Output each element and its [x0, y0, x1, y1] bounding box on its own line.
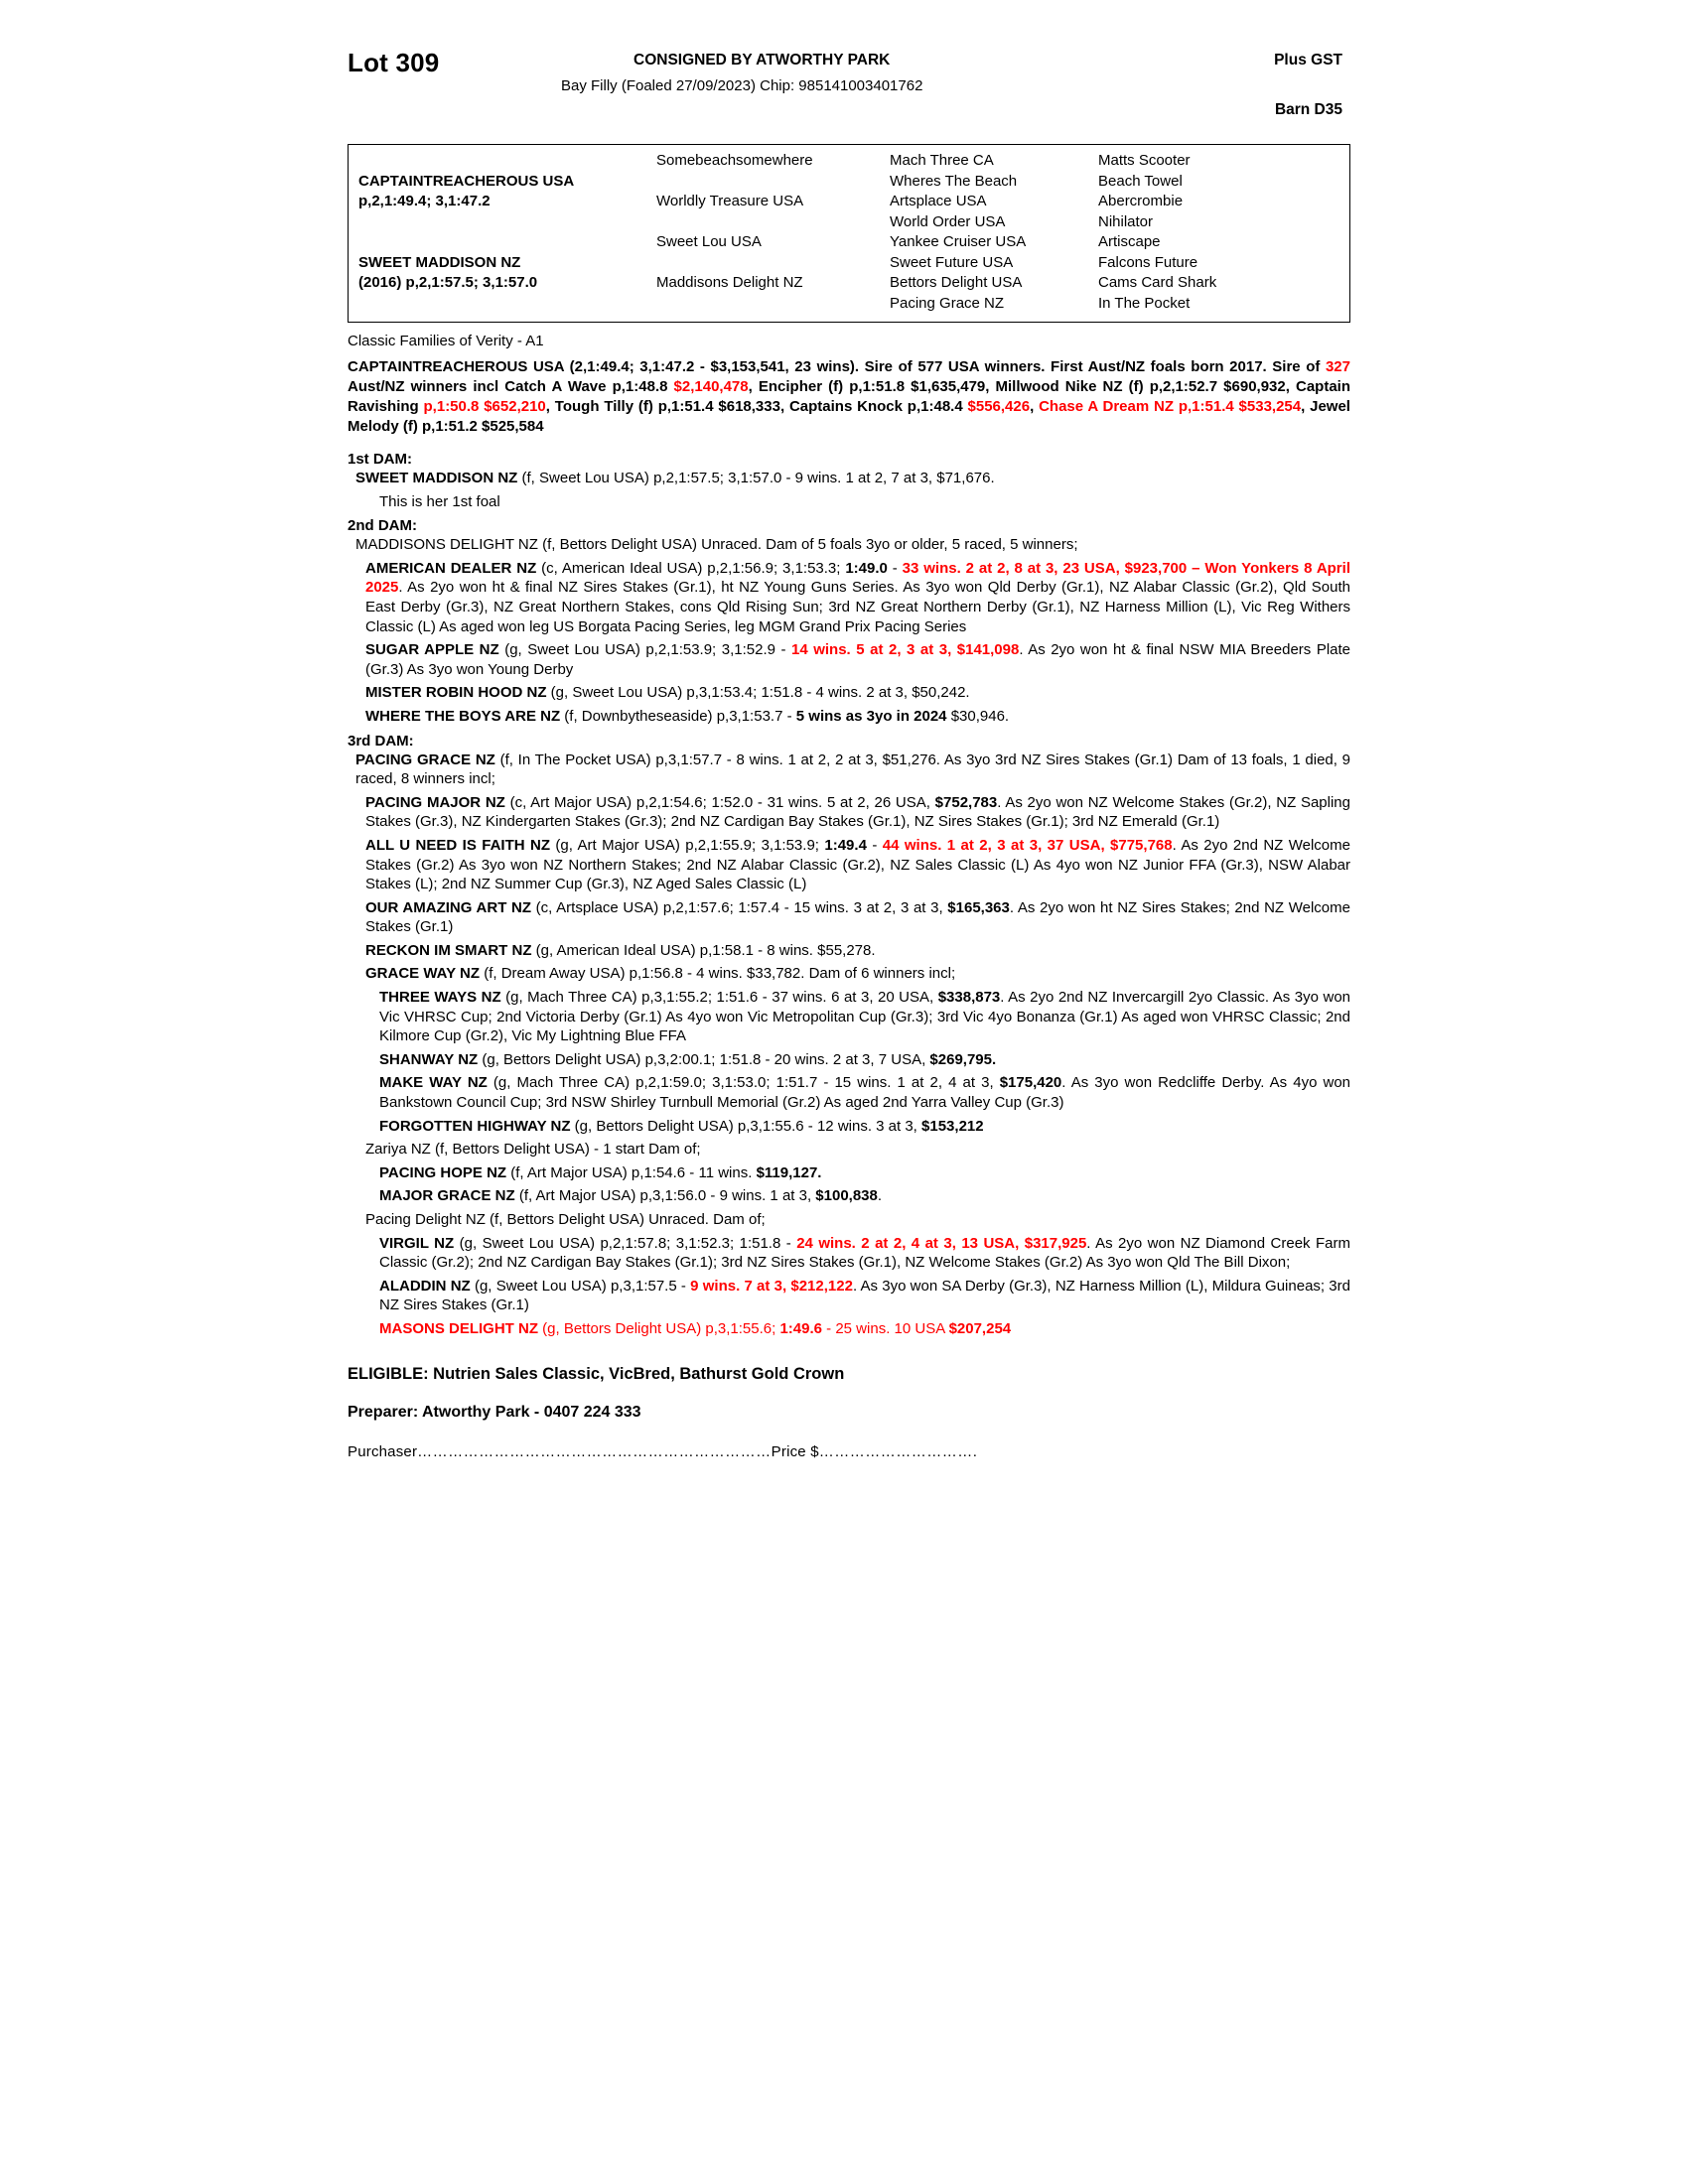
progeny-highlight: 9 wins. 7 at 3, $212,122 [690, 1277, 853, 1295]
progeny-bold-tail: $338,873 [937, 989, 1001, 1007]
first-dam-name: SWEET MADDISON NZ [355, 470, 518, 486]
sire-highlight-2: $2,140,478 [673, 378, 749, 395]
sire-text-1: CAPTAINTREACHEROUS USA (2,1:49.4; 3,1:47.2 - $3,153,541, 23 wins). Sire of 577 USA winners. First Aust/NZ foals born 2017. Sire of [348, 358, 1326, 375]
progeny-name: FORGOTTEN HIGHWAY NZ [379, 1117, 571, 1135]
progeny-rest: . As 2yo 2nd NZ Welcome Stakes (Gr.2) As 3yo won NZ Northern Stakes; 2nd NZ Alabar Classic (Gr.2), NZ Sales Classic (L) As 4yo won NZ Junior FFA (Gr.3), NSW Alabar Stakes (L); 2nd NZ Summer Cup (Gr.3), NZ Aged Sales Classic (L) [365, 836, 1350, 893]
sire-highlight-3: p,1:50.8 $652,210 [423, 398, 546, 415]
pedigree-cell-3: Artsplace USA [890, 193, 987, 209]
sire-text-6: , Jewel Melody (f) p,1:51.2 $525,584 [348, 398, 1350, 435]
progeny-highlight: 24 wins. 2 at 2, 4 at 3, 13 USA, $317,925 [796, 1234, 1087, 1252]
pedigree-cell-3: Wheres The Beach [890, 172, 1018, 190]
progeny-subentry [348, 1186, 1350, 1206]
progeny-subentry [348, 988, 1350, 1046]
progeny-rest: . [877, 1187, 883, 1205]
pedigree-cell-4: Nihilator [1098, 212, 1154, 230]
price-label: Price $ [771, 1442, 819, 1460]
progeny-pre: (g, Sweet Lou USA) p,2,1:53.9; 3,1:52.9 - [498, 641, 792, 659]
progeny-rest: . As 2yo won ht & final NSW MIA Breeders Plate (Gr.3) As 3yo won Young Derby [365, 641, 1351, 678]
pedigree-cell-3: Pacing Grace NZ [890, 294, 1005, 312]
progeny-rest: . As 2yo 2nd NZ Invercargill 2yo Classic. As 3yo won Vic VHRSC Cup; 2nd Victoria Derby (Gr.1) As 4yo won Vic Metropolitan Cup (Gr.3); 3rd Vic 4yo Bonanza (Gr.1) As aged won VHRSC Classic; 2nd Kilmore Cup (Gr.2), Vic My Lightning Blue FFA [379, 989, 1350, 1045]
progeny-pre: (c, American Ideal USA) p,2,1:56.9; 3,1:53.3; [536, 559, 846, 577]
progeny-name: MAJOR GRACE NZ [379, 1187, 515, 1205]
progeny-pre2: - [887, 559, 903, 577]
masons-delight-entry [348, 1319, 1350, 1339]
progeny-pre: (g, Art Major USA) p,2,1:55.9; 3,1:53.9; [549, 836, 825, 854]
horse-description: Bay Filly (Foaled 27/09/2023) Chip: 985141003401762 [561, 77, 923, 94]
pedigree-cell-4: Artiscape [1098, 233, 1161, 250]
progeny-pre: (g, Mach Three CA) p,3,1:55.2; 1:51.6 - 37 wins. 6 at 3, 20 USA, [500, 989, 938, 1007]
progeny-entry [348, 707, 1350, 727]
sire-text-2: Aust/NZ winners incl Catch A Wave p,1:48.8 [348, 378, 674, 395]
progeny-bold-tail: $752,783 [934, 793, 998, 811]
pedigree-cell-3: World Order USA [890, 212, 1006, 230]
pedigree-cell-2 [656, 253, 890, 274]
progeny-entry [348, 898, 1350, 937]
progeny-subentry [348, 1117, 1350, 1137]
progeny-rest: . As 2yo won NZ Welcome Stakes (Gr.2), NZ Sapling Stakes (Gr.3), NZ Kindergarten Stakes (Gr.3); 2nd NZ Cardigan Bay Stakes (Gr.1), NZ Sires Stakes (Gr.1); 3rd NZ Emerald (Gr.1) [365, 793, 1350, 831]
progeny-bold-tail: 5 wins as 3yo in 2024 [795, 707, 947, 725]
progeny-pre: (g, American Ideal USA) p,1:58.1 - 8 wins. $55,278. [531, 941, 876, 959]
progeny-entry [348, 559, 1350, 636]
first-dam-details: (f, Sweet Lou USA) p,2,1:57.5; 3,1:57.0 - 9 wins. 1 at 2, 7 at 3, $71,676. [517, 470, 995, 486]
progeny-highlight: 14 wins. 5 at 2, 3 at 3, $141,098 [791, 641, 1020, 659]
first-dam-line [348, 469, 1350, 488]
price-dots[interactable]: …………………………. [818, 1442, 978, 1460]
progeny-name: ALADDIN NZ [379, 1277, 471, 1295]
pedigree-cell-2 [656, 172, 890, 193]
pedigree-cell-2: Worldly Treasure USA [656, 193, 804, 209]
pedigree-cell-4: Matts Scooter [1098, 152, 1191, 169]
pedigree-cell-4: Abercrombie [1098, 193, 1184, 209]
pedigree-cell-1: SWEET MADDISON NZ [358, 253, 521, 271]
pedigree-cell-2: Somebeachsomewhere [656, 152, 813, 169]
progeny-pre: (f, Art Major USA) p,3,1:56.0 - 9 wins. 1 at 3, [514, 1187, 816, 1205]
pedigree-cell-2: Maddisons Delight NZ [656, 274, 803, 291]
barn-number: Barn D35 [1274, 101, 1342, 118]
progeny-name: OUR AMAZING ART NZ [365, 898, 532, 916]
progeny-rest: . As 3yo won SA Derby (Gr.3), NZ Harness Million (L), Mildura Guineas; 3rd NZ Sires Stakes (Gr.1) [379, 1277, 1350, 1314]
sire-highlight-1: 327 [1325, 358, 1350, 375]
eligible-line: ELIGIBLE: Nutrien Sales Classic, VicBred, Bathurst Gold Crown [348, 1364, 845, 1383]
progeny-name: PACING MAJOR NZ [365, 793, 505, 811]
pedigree-cell-2 [656, 294, 890, 315]
classic-families-line: Classic Families of Verity - A1 [348, 333, 544, 349]
progeny-name: AMERICAN DEALER NZ [365, 559, 537, 577]
progeny-subentry [348, 1234, 1350, 1273]
progeny-bold-tail: $100,838 [815, 1187, 878, 1205]
progeny-rest: . As 3yo won Redcliffe Derby. As 4yo won Bankstown Council Cup; 3rd NSW Shirley Turnbull Memorial (Gr.2) As aged 2nd Yarra Valley Cup (Gr.3) [379, 1074, 1351, 1112]
progeny-rest: $30,946. [946, 707, 1010, 725]
progeny-pre: (g, Mach Three CA) p,2,1:59.0; 3,1:53.0; 1:51.7 - 15 wins. 1 at 2, 4 at 3, [487, 1074, 1000, 1092]
progeny-pre: (c, Art Major USA) p,2,1:54.6; 1:52.0 - 31 wins. 5 at 2, 26 USA, [504, 793, 935, 811]
progeny-entry [348, 964, 1350, 984]
pedigree-cell-1 [358, 151, 656, 172]
pedigree-cell-2: Sweet Lou USA [656, 233, 762, 250]
progeny-highlight: 44 wins. 1 at 2, 3 at 3, 37 USA, $775,768 [882, 836, 1173, 854]
pedigree-cell-1: CAPTAINTREACHEROUS USA [358, 172, 575, 190]
third-dam-heading: 3rd DAM: [348, 732, 414, 750]
progeny-bold-tail: $119,127. [756, 1163, 822, 1181]
progeny-name: SHANWAY NZ [379, 1050, 479, 1068]
progeny-rest: . As 2yo won ht & final NZ Sires Stakes (Gr.1), ht NZ Young Guns Series. As 3yo won Qld Derby (Gr.1), NZ Alabar Classic (Gr.2), Qld South East Derby (Gr.3), NZ Great Northern Stakes, cons Qld Rising Sun; 3rd NZ Great Northern Derby (Gr.1), NZ Harness Million (L), Vic Reg Withers Classic (L) As aged won leg US Borgata Pacing Series, leg MGM Grand Prix Pacing Series [365, 579, 1350, 635]
second-dam-heading: 2nd DAM: [348, 517, 417, 535]
pedigree-cell-4: Cams Card Shark [1098, 274, 1217, 291]
pedigree-cell-3: Sweet Future USA [890, 253, 1014, 271]
plus-gst-label: Plus GST [1274, 52, 1342, 68]
progeny-name: GRACE WAY NZ [365, 965, 481, 983]
pedigree-cell-2 [656, 212, 890, 233]
progeny-pre: (f, Art Major USA) p,1:54.6 - 11 wins. [506, 1163, 757, 1181]
progeny-rest: - 25 wins. 10 USA [822, 1319, 949, 1337]
pedigree-cell-3: Bettors Delight USA [890, 274, 1023, 291]
progeny-entry [348, 683, 1350, 703]
pedigree-row [358, 212, 1341, 233]
third-dam-name: PACING GRACE NZ [355, 751, 495, 768]
purchaser-label: Purchaser [348, 1442, 418, 1460]
progeny-pre: (f, Downbytheseaside) p,3,1:53.7 - [560, 707, 796, 725]
third-dam-intro [348, 751, 1350, 789]
progeny-pre: (g, Sweet Lou USA) p,3,1:53.4; 1:51.8 - 4 wins. 2 at 3, $50,242. [546, 684, 970, 702]
progeny-name: MASONS DELIGHT NZ [379, 1319, 538, 1337]
progeny-name: SUGAR APPLE NZ [365, 641, 499, 659]
progeny-entry [348, 793, 1350, 832]
sire-summary-paragraph [348, 357, 1350, 437]
progeny-subentry [348, 1073, 1350, 1112]
pedigree-row [358, 294, 1341, 315]
progeny-pre: (g, Bettors Delight USA) p,3,2:00.1; 1:51.8 - 20 wins. 2 at 3, 7 USA, [478, 1050, 930, 1068]
pedigree-cell-4: In The Pocket [1098, 294, 1191, 312]
pedigree-cell-1: p,2,1:49.4; 3,1:47.2 [358, 193, 491, 209]
progeny-entry [348, 640, 1350, 679]
sire-text-3: , Encipher (f) p,1:51.8 $1,635,479, Millwood Nike NZ (f) p,2,1:52.7 $690,932, Captain Ravishing [348, 378, 1350, 415]
progeny-name: ALL U NEED IS FAITH NZ [365, 836, 550, 854]
pedigree-row [358, 151, 1341, 172]
progeny-name: MISTER ROBIN HOOD NZ [365, 684, 547, 702]
progeny-subentry [348, 1277, 1350, 1315]
progeny-pre: (g, Sweet Lou USA) p,2,1:57.8; 3,1:52.3; 1:51.8 - [454, 1234, 797, 1252]
pedigree-cell-3: Yankee Cruiser USA [890, 233, 1027, 250]
progeny-bold-tail: $269,795. [929, 1050, 997, 1068]
pedigree-table [348, 144, 1350, 323]
pedigree-cell-3: Mach Three CA [890, 152, 994, 169]
progeny-entry [348, 941, 1350, 961]
progeny-pre: (g, Sweet Lou USA) p,3,1:57.5 - [470, 1277, 691, 1295]
progeny-name: MAKE WAY NZ [379, 1074, 488, 1092]
pedigree-row [358, 273, 1341, 294]
progeny-bold-tail: $165,363 [947, 898, 1010, 916]
sire-text-5: , [1030, 398, 1040, 415]
progeny-name: RECKON IM SMART NZ [365, 941, 532, 959]
pedigree-cell-1 [358, 232, 656, 253]
page-header [348, 40, 1350, 134]
pacing-delight-line: Pacing Delight NZ (f, Bettors Delight USA) Unraced. Dam of; [365, 1211, 766, 1228]
consignor: CONSIGNED BY ATWORTHY PARK [633, 52, 891, 68]
progeny-rest: . As 2yo won ht NZ Sires Stakes; 2nd NZ Welcome Stakes (Gr.1) [365, 898, 1350, 936]
zariya-line: Zariya NZ (f, Bettors Delight USA) - 1 start Dam of; [365, 1141, 701, 1159]
pedigree-row [358, 172, 1341, 193]
pedigree-cell-1 [358, 294, 656, 315]
progeny-pre2: - [866, 836, 883, 854]
progeny-name: VIRGIL NZ [379, 1234, 455, 1252]
pedigree-row [358, 192, 1341, 212]
pedigree-cell-1: (2016) p,2,1:57.5; 3,1:57.0 [358, 274, 538, 291]
progeny-name: THREE WAYS NZ [379, 989, 501, 1007]
progeny-record: 1:49.0 [845, 559, 888, 577]
second-dam-intro: MADDISONS DELIGHT NZ (f, Bettors Delight USA) Unraced. Dam of 5 foals 3yo or older, 5 raced, 5 winners; [355, 536, 1078, 554]
pedigree-cell-1 [358, 212, 656, 233]
sire-highlight-4: $556,426 [967, 398, 1031, 415]
progeny-bold-tail: $153,212 [921, 1117, 984, 1135]
sire-highlight-5: Chase A Dream NZ p,1:51.4 $533,254 [1039, 398, 1302, 415]
progeny-rest: . As 2yo won NZ Diamond Creek Farm Classic (Gr.2); 2nd NZ Cardigan Bay Stakes (Gr.1); 3rd NZ Sires Stakes (Gr.1), NZ Welcome Stakes (Gr.2) As 3yo won Qld The Bill Dixon; [379, 1234, 1350, 1272]
progeny-subentry [348, 1050, 1350, 1070]
progeny-record: 1:49.4 [824, 836, 867, 854]
progeny-pre: (f, Dream Away USA) p,1:56.8 - 4 wins. $33,782. Dam of 6 winners incl; [480, 965, 956, 983]
purchaser-line [348, 1443, 1350, 1460]
progeny-entry [348, 836, 1350, 894]
first-dam-note: This is her 1st foal [379, 492, 500, 510]
pedigree-row [358, 232, 1341, 253]
pedigree-cell-4: Beach Towel [1098, 172, 1183, 190]
progeny-bold-tail: $175,420 [999, 1074, 1062, 1092]
progeny-bold-tail: $207,254 [948, 1319, 1012, 1337]
first-dam-heading: 1st DAM: [348, 451, 413, 468]
progeny-pre: (c, Artsplace USA) p,2,1:57.6; 1:57.4 - 15 wins. 3 at 2, 3 at 3, [531, 898, 948, 916]
page-content [348, 40, 1350, 1460]
progeny-name: WHERE THE BOYS ARE NZ [365, 707, 561, 725]
lot-number: Lot 309 [348, 48, 440, 77]
progeny-subentry [348, 1163, 1350, 1183]
sire-text-4: , Tough Tilly (f) p,1:51.4 $618,333, Captains Knock p,1:48.4 [545, 398, 968, 415]
third-dam-details: (f, In The Pocket USA) p,3,1:57.7 - 8 wins. 1 at 2, 2 at 3, $51,276. As 3yo 3rd NZ Sires Stakes (Gr.1) Dam of 13 foals, 1 died, 9 raced, 8 winners incl; [355, 751, 1350, 788]
progeny-record: 1:49.6 [779, 1319, 822, 1337]
progeny-highlight: 33 wins. 2 at 2, 8 at 3, 23 USA, $923,700 – Won Yonkers 8 April 2025 [365, 559, 1350, 597]
progeny-name: PACING HOPE NZ [379, 1163, 507, 1181]
pedigree-row [358, 253, 1341, 274]
progeny-pre: (g, Bettors Delight USA) p,3,1:55.6 - 12 wins. 3 at 3, [570, 1117, 922, 1135]
preparer-line: Preparer: Atworthy Park - 0407 224 333 [348, 1403, 641, 1421]
progeny-pre: (g, Bettors Delight USA) p,3,1:55.6; [538, 1319, 780, 1337]
purchaser-dots[interactable]: …………………………………………………………… [417, 1442, 772, 1460]
pedigree-cell-4: Falcons Future [1098, 253, 1198, 271]
